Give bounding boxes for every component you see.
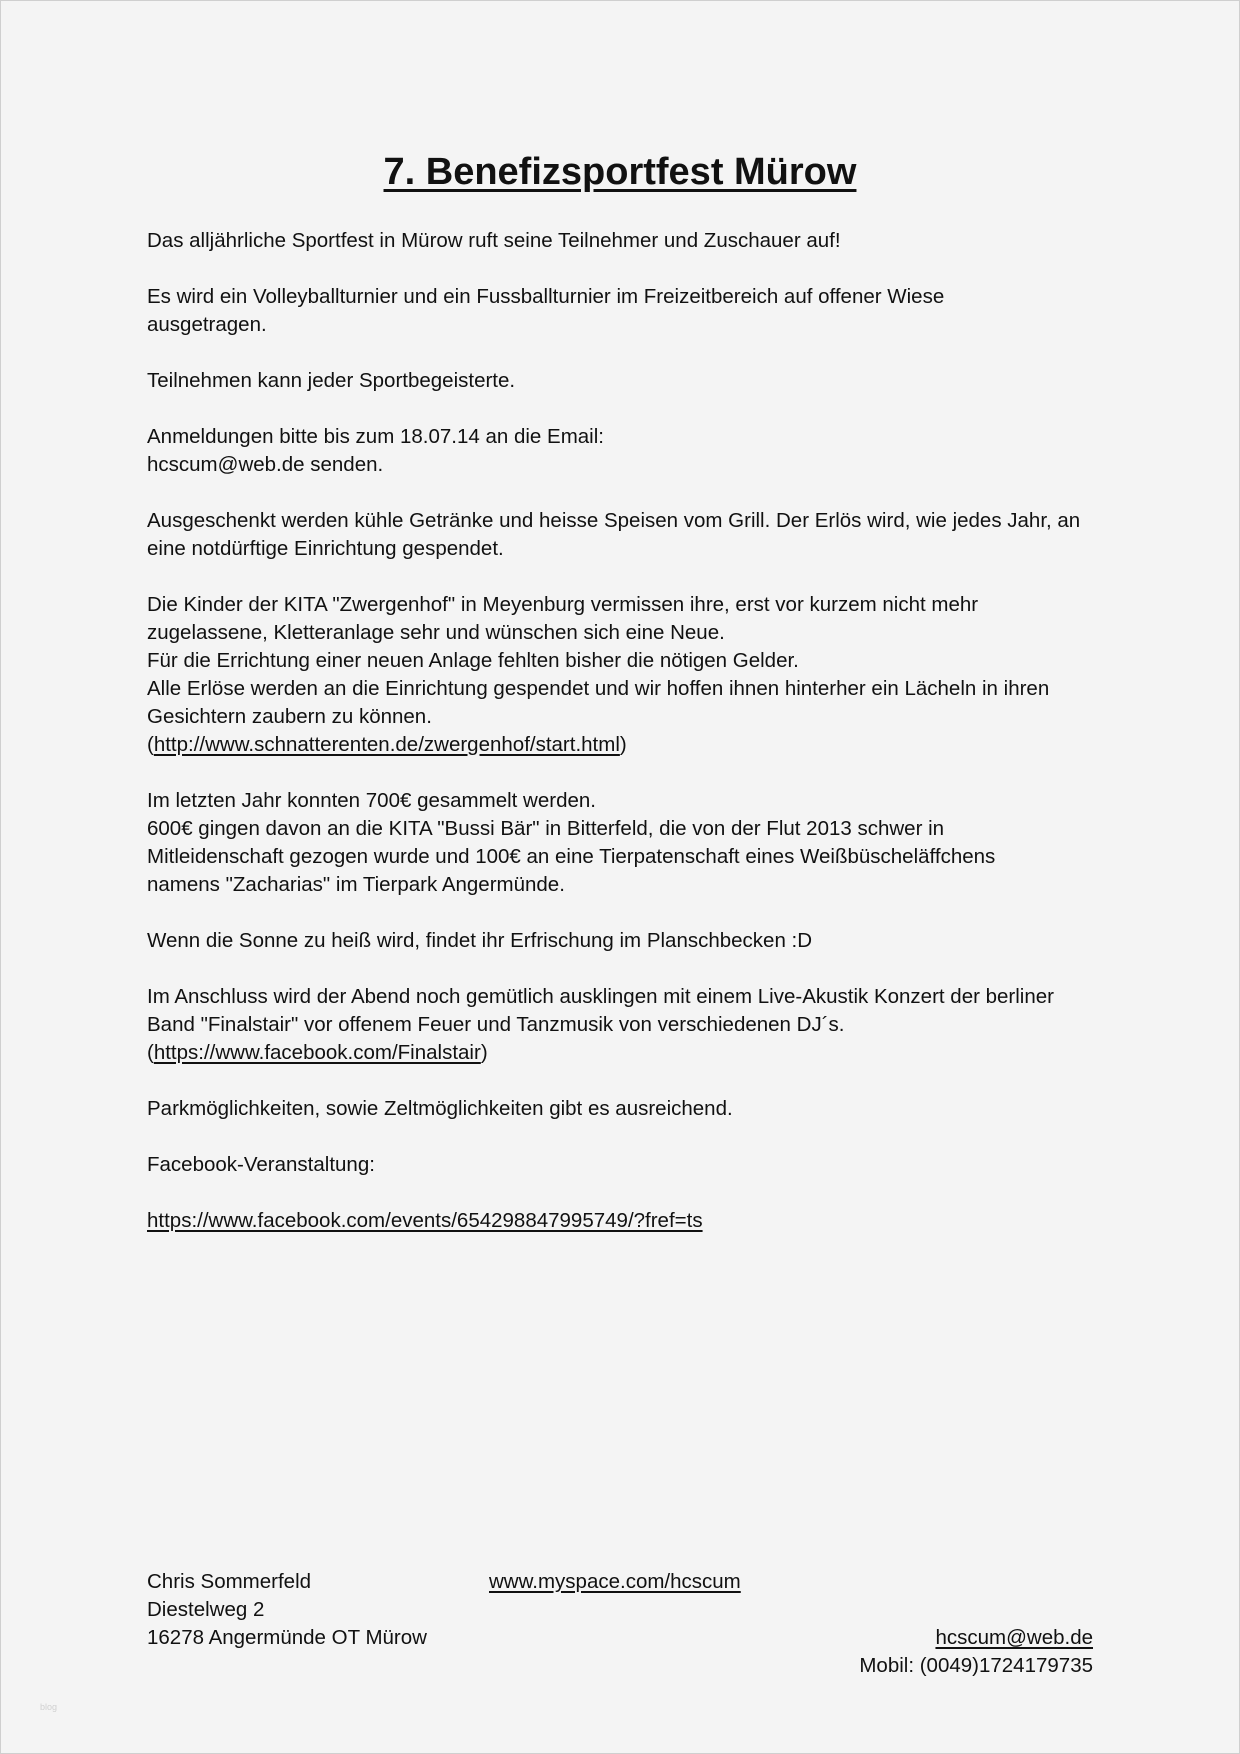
zwergenhof-link[interactable]: http://www.schnatterenten.de/zwergenhof/start.html [153, 733, 620, 756]
footer-address [147, 1568, 427, 1652]
paragraph-kita-line: Die Kinder der KITA "Zwergenhof" in Meyenburg vermissen ihre, erst vor kurzem nicht mehr [147, 593, 979, 616]
paragraph-concert-line: Im Anschluss wird der Abend noch gemütlich ausklingen mit einem Live-Akustik Konzert der berliner [147, 985, 1054, 1008]
myspace-link[interactable]: www.myspace.com/hcscum [489, 1570, 741, 1593]
paragraph-participants-line: Teilnehmen kann jeder Sportbegeisterte. [147, 369, 516, 392]
paragraph-kita-line: Gesichtern zaubern zu können. [147, 705, 432, 728]
footer-name: Chris Sommerfeld [147, 1570, 312, 1593]
paragraph-registration-line: hcscum@web.de senden. [147, 453, 384, 476]
paragraph-kita-line: Alle Erlöse werden an die Einrichtung gespendet und wir hoffen ihnen hinterher ein Lächeln in ihren [147, 677, 1050, 700]
paragraph-donations-line: 600€ gingen davon an die KITA "Bussi Bär" in Bitterfeld, die von der Flut 2013 schwer in [147, 817, 945, 840]
paragraph-kita-line: zugelassene, Kletteranlage sehr und wünschen sich eine Neue. [147, 621, 725, 644]
footer-street: Diestelweg 2 [147, 1598, 265, 1621]
paragraph-concert-link-line: (https://www.facebook.com/Finalstair) [147, 1041, 488, 1064]
paragraph-concert-line: Band "Finalstair" vor offenem Feuer und Tanzmusik von verschiedenen DJ´s. [147, 1013, 845, 1036]
paragraph-facebook-link-line [147, 1207, 1097, 1235]
footer-myspace [489, 1568, 741, 1596]
email-link[interactable]: hcscum@web.de [935, 1626, 1093, 1649]
paragraph-tournaments-line: Es wird ein Volleyballturnier und ein Fussballturnier im Freizeitbereich auf offener Wiese [147, 285, 945, 308]
watermark: blog [40, 1702, 58, 1712]
paragraph-food-line: Ausgeschenkt werden kühle Getränke und heisse Speisen vom Grill. Der Erlös wird, wie jedes Jahr, an [147, 509, 1081, 532]
paragraph-donations-line: namens "Zacharias" im Tierpark Angermünde. [147, 873, 565, 896]
paragraph-donations-line: Im letzten Jahr konnten 700€ gesammelt werden. [147, 789, 596, 812]
paragraph-pool-line: Wenn die Sonne zu heiß wird, findet ihr Erfrischung im Planschbecken :D [147, 929, 813, 952]
document-body [147, 227, 1097, 1235]
footer-email-line [859, 1624, 1093, 1652]
paragraph-kita-link-line: (http://www.schnatterenten.de/zwergenhof/start.html) [147, 733, 627, 756]
paragraph-kita-line: Für die Errichtung einer neuen Anlage fehlten bisher die nötigen Gelder. [147, 649, 799, 672]
paragraph-food-line: eine notdürftige Einrichtung gespendet. [147, 537, 504, 560]
page-title: 7. Benefizsportfest Mürow [383, 151, 857, 193]
paragraph-parking-line: Parkmöglichkeiten, sowie Zeltmöglichkeiten gibt es ausreichend. [147, 1097, 733, 1120]
paragraph-intro-line: Das alljährliche Sportfest in Mürow ruft seine Teilnehmer und Zuschauer auf! [147, 229, 841, 252]
footer-contact [859, 1624, 1093, 1680]
footer-city: 16278 Angermünde OT Mürow [147, 1626, 427, 1649]
finalstair-link[interactable]: https://www.facebook.com/Finalstair [153, 1041, 481, 1064]
footer-mobile: Mobil: (0049)1724179735 [859, 1654, 1093, 1677]
facebook-event-link[interactable]: https://www.facebook.com/events/654298847995749/?fref=ts [147, 1209, 703, 1232]
paragraph-registration-line: Anmeldungen bitte bis zum 18.07.14 an die Email: [147, 425, 604, 448]
paragraph-donations-line: Mitleidenschaft gezogen wurde und 100€ an eine Tierpatenschaft eines Weißbüscheläffchens [147, 845, 996, 868]
paragraph-tournaments-line: ausgetragen. [147, 313, 267, 336]
paragraph-facebook-label: Facebook-Veranstaltung: [147, 1153, 375, 1176]
